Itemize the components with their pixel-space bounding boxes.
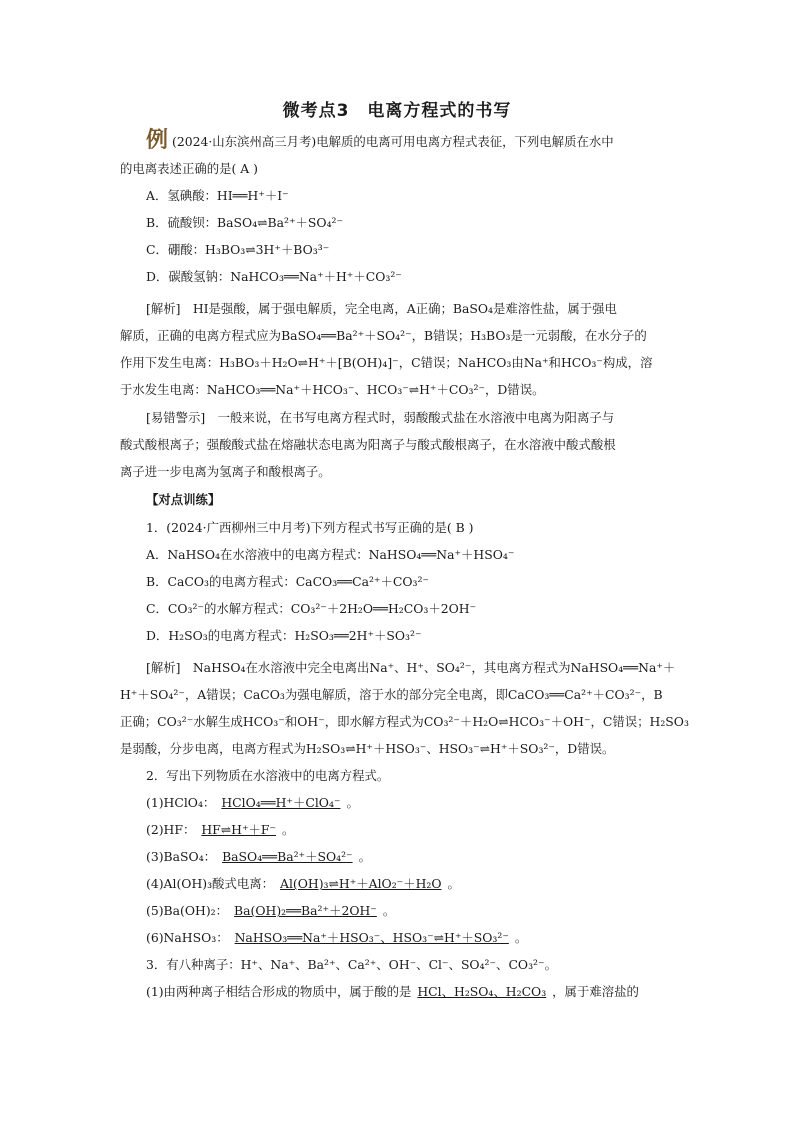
analysis-line: 解质，正确的电离方程式应为BaSO₄══Ba²⁺＋SO₄²⁻，B错误；H₃BO₃是一元弱酸，在水分子的 — [120, 328, 647, 343]
q1-analysis-line: 正确；CO₃²⁻水解生成HCO₃⁻和OH⁻，即水解方程式为CO₃²⁻＋H₂O⇌HCO₃⁻＋OH⁻，C错误；H₂SO₃ — [120, 714, 689, 729]
answer-blank: HF⇌H⁺＋F⁻ — [201, 822, 277, 837]
q1-analysis-line: [解析] NaHSO₄在水溶液中完全电离出Na⁺、H⁺、SO₄²⁻，其电离方程式为NaHSO₄══Na⁺＋ — [146, 660, 676, 675]
q1-option-c: C．CO₃²⁻的水解方程式：CO₃²⁻＋2H₂O══H₂CO₃＋2OH⁻ — [146, 601, 477, 616]
warning-line: [易错警示] 一般来说，在书写电离方程式时，弱酸酸式盐在水溶液中电离为阳离子与 — [146, 410, 615, 425]
question-1: 1．(2024·广西柳州三中月考)下列方程式书写正确的是( B ) — [146, 520, 474, 535]
answer-blank: Al(OH)₃⇌H⁺＋AlO₂⁻＋H₂O — [280, 876, 442, 891]
q1-option-d: D．H₂SO₃的电离方程式：H₂SO₃══2H⁺＋SO₃²⁻ — [146, 628, 422, 643]
practice-heading: 【对点训练】 — [146, 492, 221, 507]
answer-blank: HCl、H₂SO₄、H₂CO₃ — [417, 984, 547, 999]
section-title: 微考点3 电离方程式的书写 — [282, 101, 512, 121]
q1-analysis-line: 是弱酸，分步电离，电离方程式为H₂SO₃⇌H⁺＋HSO₃⁻、HSO₃⁻⇌H⁺＋SO₃²⁻，D错误。 — [120, 741, 615, 756]
q2-item: (2)HF： HF⇌H⁺＋F⁻ 。 — [146, 822, 295, 837]
question-3: 3．有八种离子：H⁺、Na⁺、Ba²⁺、Ca²⁺、OH⁻、Cl⁻、SO₄²⁻、CO₃²⁻。 — [146, 957, 557, 972]
analysis-line: 于水发生电离：NaHCO₃══Na⁺＋HCO₃⁻、HCO₃⁻⇌H⁺＋CO₃²⁻，D错误。 — [120, 382, 545, 397]
option-d: D．碳酸氢钠：NaHCO₃══Na⁺＋H⁺＋CO₃²⁻ — [146, 269, 402, 284]
analysis-line: [解析] HI是强酸，属于强电解质，完全电离，A正确；BaSO₄是难溶性盐，属于强电 — [146, 301, 617, 316]
warning-line: 酸式酸根离子；强酸酸式盐在熔融状态电离为阳离子与酸式酸根离子，在水溶液中酸式酸根 — [120, 437, 616, 452]
example-question-line: (2024·山东滨州高三月考)电解质的电离可用电离方程式表征，下列电解质在水中 — [172, 134, 614, 149]
example-question-line: 的电离表述正确的是( A ) — [120, 161, 259, 176]
answer-blank: HClO₄══H⁺＋ClO₄⁻ — [221, 795, 341, 810]
q2-item: (3)BaSO₄： BaSO₄══Ba²⁺＋SO₄²⁻ 。 — [146, 849, 371, 864]
q1-option-b: B．CaCO₃的电离方程式：CaCO₃══Ca²⁺＋CO₃²⁻ — [146, 574, 429, 589]
q1-analysis-line: H⁺＋SO₄²⁻，A错误；CaCO₃为强电解质，溶于水的部分完全电离，即CaCO₃══Ca²⁺＋CO₃²⁻，B — [120, 687, 663, 702]
option-b: B．硫酸钡：BaSO₄⇌Ba²⁺＋SO₄²⁻ — [146, 215, 344, 230]
example-mark: 例 — [146, 128, 169, 153]
answer-blank: BaSO₄══Ba²⁺＋SO₄²⁻ — [222, 849, 353, 864]
q2-item: (1)HClO₄： HClO₄══H⁺＋ClO₄⁻ 。 — [146, 795, 359, 810]
q3-item: (1)由两种离子相结合形成的物质中，属于酸的是 HCl、H₂SO₄、H₂CO₃ ，属于难溶盐的 — [146, 984, 639, 999]
q2-item: (6)NaHSO₃： NaHSO₃══Na⁺＋HSO₃⁻、HSO₃⁻⇌H⁺＋SO₃²⁻ 。 — [146, 930, 528, 945]
answer-blank: Ba(OH)₂══Ba²⁺＋2OH⁻ — [234, 903, 377, 918]
option-a: A．氢碘酸：HI══H⁺＋I⁻ — [146, 188, 289, 203]
warning-line: 离子进一步电离为氢离子和酸根离子。 — [120, 464, 331, 479]
q2-item: (4)Al(OH)₃酸式电离： Al(OH)₃⇌H⁺＋AlO₂⁻＋H₂O 。 — [146, 876, 460, 891]
analysis-line: 作用下发生电离：H₃BO₃＋H₂O⇌H⁺＋[B(OH)₄]⁻，C错误；NaHCO₃由Na⁺和HCO₃⁻构成，溶 — [120, 355, 653, 370]
question-2: 2．写出下列物质在水溶液中的电离方程式。 — [146, 768, 390, 783]
answer-blank: NaHSO₃══Na⁺＋HSO₃⁻、HSO₃⁻⇌H⁺＋SO₃²⁻ — [234, 930, 509, 945]
q1-option-a: A．NaHSO₄在水溶液中的电离方程式：NaHSO₄══Na⁺＋HSO₄⁻ — [146, 547, 515, 562]
q2-item: (5)Ba(OH)₂： Ba(OH)₂══Ba²⁺＋2OH⁻ 。 — [146, 903, 396, 918]
option-c: C．硼酸：H₃BO₃⇌3H⁺＋BO₃³⁻ — [146, 242, 330, 257]
